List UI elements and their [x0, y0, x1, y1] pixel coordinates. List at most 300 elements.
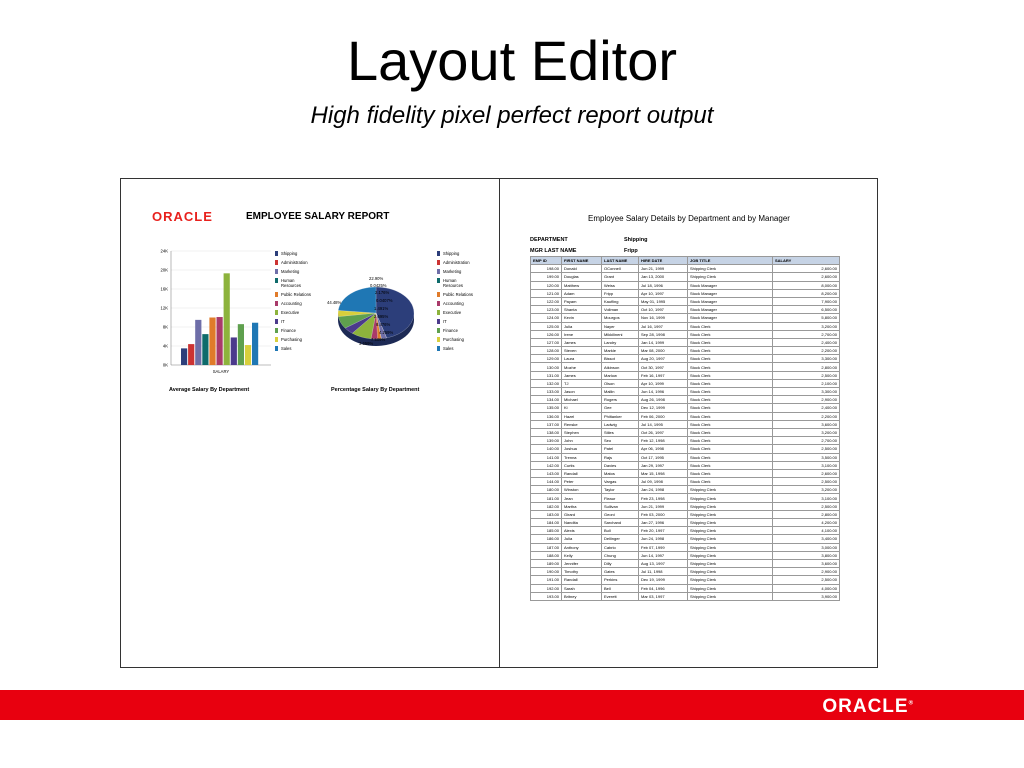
table-cell: 121.00 — [531, 289, 562, 297]
table-cell: 199.00 — [531, 273, 562, 281]
table-cell: 181.00 — [531, 494, 562, 502]
table-row — [531, 461, 840, 469]
legend-swatch — [275, 269, 278, 274]
legend-swatch — [275, 251, 278, 256]
table-cell: Feb 16, 1997 — [639, 371, 688, 379]
table-cell: Stock Clerk — [688, 478, 773, 486]
legend-label: Purchasing — [443, 337, 464, 342]
table-cell: Anthony — [562, 543, 602, 551]
table-cell: 2,500.00 — [773, 576, 840, 584]
table-cell: Apr 10, 1997 — [639, 289, 688, 297]
table-cell: Jul 09, 1998 — [639, 478, 688, 486]
table-cell: Vargas — [602, 478, 639, 486]
bar-public-relations — [209, 318, 215, 366]
legend-swatch — [275, 328, 278, 333]
table-cell: 3,900.00 — [773, 592, 840, 600]
report-title: EMPLOYEE SALARY REPORT — [246, 211, 390, 222]
department-label: DEPARTMENT — [530, 237, 568, 243]
table-cell: Nayer — [602, 322, 639, 330]
legend-label: Public Relations — [443, 292, 474, 297]
table-cell: 124.00 — [531, 314, 562, 322]
table-row — [531, 453, 840, 461]
table-cell: 130.00 — [531, 363, 562, 371]
table-cell: Shipping Clerk — [688, 584, 773, 592]
table-cell: 183.00 — [531, 510, 562, 518]
bar-shipping — [181, 348, 187, 365]
table-cell: Feb 06, 2000 — [639, 412, 688, 420]
legend-label: Purchasing — [281, 337, 302, 342]
legend-swatch — [437, 301, 440, 306]
bar-x-axis-label: SALARY — [212, 369, 230, 374]
table-cell: Michael — [562, 396, 602, 404]
table-cell: 3,000.00 — [773, 543, 840, 551]
table-cell: Shipping Clerk — [688, 543, 773, 551]
bar-legend-item — [275, 301, 315, 306]
legend-label: Public Relations — [281, 292, 312, 297]
table-cell: Winston — [562, 486, 602, 494]
table-cell: 3,200.00 — [773, 428, 840, 436]
table-cell: Girard — [562, 510, 602, 518]
slide-title: Layout Editor — [347, 29, 677, 92]
table-row — [531, 519, 840, 527]
table-cell: Jul 11, 1998 — [639, 568, 688, 576]
bar-executive — [224, 273, 230, 365]
table-cell: Feb 12, 1998 — [639, 437, 688, 445]
table-cell: Jul 14, 1995 — [639, 420, 688, 428]
table-cell: Hazel — [562, 412, 602, 420]
manager-value: Fripp — [624, 248, 638, 254]
table-cell: James — [562, 371, 602, 379]
table-cell: Donald — [562, 265, 602, 273]
bar-legend-item — [275, 337, 315, 342]
table-cell: 192.00 — [531, 584, 562, 592]
table-cell: Stock Clerk — [688, 420, 773, 428]
table-cell: 6,500.00 — [773, 306, 840, 314]
table-cell: 198.00 — [531, 265, 562, 273]
table-cell: Irene — [562, 330, 602, 338]
table-cell: Kevin — [562, 314, 602, 322]
table-cell: Jul 16, 1997 — [639, 322, 688, 330]
pie-legend-item — [437, 319, 477, 324]
table-cell: Shipping Clerk — [688, 535, 773, 543]
table-cell: Weiss — [602, 281, 639, 289]
table-cell: Shanta — [562, 306, 602, 314]
table-cell: Sullivan — [602, 502, 639, 510]
legend-swatch — [437, 319, 440, 324]
table-cell: OConnell — [602, 265, 639, 273]
table-cell: Feb 23, 1998 — [639, 494, 688, 502]
table-cell: Stock Manager — [688, 289, 773, 297]
table-cell: Stock Clerk — [688, 469, 773, 477]
legend-swatch — [437, 251, 440, 256]
table-cell: Mar 03, 1997 — [639, 592, 688, 600]
table-cell: 140.00 — [531, 445, 562, 453]
table-cell: Apr 10, 1999 — [639, 379, 688, 387]
legend-swatch — [275, 260, 278, 265]
legend-swatch — [437, 310, 440, 315]
table-row — [531, 338, 840, 346]
table-cell: Stock Manager — [688, 281, 773, 289]
table-cell: Shipping Clerk — [688, 551, 773, 559]
table-cell: Sarah — [562, 584, 602, 592]
bar-it — [231, 337, 237, 365]
table-cell: Jan 13, 2000 — [639, 273, 688, 281]
table-cell: Philtanker — [602, 412, 639, 420]
table-header-cell: JOB TITLE — [688, 257, 773, 265]
table-cell: 185.00 — [531, 527, 562, 535]
table-cell: Stock Clerk — [688, 445, 773, 453]
bar-y-tick-label: 20K — [160, 267, 168, 273]
pie-data-label: 4.259% — [379, 330, 394, 335]
table-cell: Stephen — [562, 428, 602, 436]
table-cell: Fripp — [602, 289, 639, 297]
table-cell: 2,500.00 — [773, 445, 840, 453]
table-cell: Ki — [562, 404, 602, 412]
table-row — [531, 388, 840, 396]
table-cell: Douglas — [562, 273, 602, 281]
table-cell: Shipping Clerk — [688, 576, 773, 584]
table-cell: 127.00 — [531, 338, 562, 346]
table-cell: Stock Clerk — [688, 355, 773, 363]
table-cell: Stock Manager — [688, 314, 773, 322]
table-cell: Sarchand — [602, 519, 639, 527]
table-row — [531, 576, 840, 584]
table-cell: 133.00 — [531, 388, 562, 396]
table-cell: Nandita — [562, 519, 602, 527]
table-cell: Payam — [562, 297, 602, 305]
table-cell: Stock Clerk — [688, 379, 773, 387]
bar-y-tick-label: 16K — [160, 286, 168, 292]
table-cell: 120.00 — [531, 281, 562, 289]
table-cell: Patel — [602, 445, 639, 453]
legend-label: Marketing — [281, 269, 300, 274]
table-cell: Jan 27, 1996 — [639, 519, 688, 527]
table-row — [531, 371, 840, 379]
table-cell: Stiles — [602, 428, 639, 436]
table-cell: 123.00 — [531, 306, 562, 314]
table-cell: Marlow — [602, 371, 639, 379]
table-row — [531, 355, 840, 363]
table-cell: Stock Clerk — [688, 338, 773, 346]
details-report-title: Employee Salary Details by Department and by Manager — [588, 214, 790, 223]
table-cell: Shipping Clerk — [688, 273, 773, 281]
table-cell: Grant — [602, 273, 639, 281]
legend-label: Administration — [443, 260, 470, 265]
table-cell: Stock Clerk — [688, 437, 773, 445]
legend-label: Accounting — [281, 301, 302, 306]
table-cell: Stock Clerk — [688, 388, 773, 396]
table-cell: 2,800.00 — [773, 510, 840, 518]
bar-legend-item — [275, 346, 315, 351]
legend-swatch — [437, 260, 440, 265]
table-cell: Jun 24, 1998 — [639, 535, 688, 543]
table-row — [531, 584, 840, 592]
table-row — [531, 322, 840, 330]
pie-chart-legend — [437, 251, 477, 355]
table-cell: Oct 30, 1997 — [639, 363, 688, 371]
table-cell: Dellinger — [602, 535, 639, 543]
slide-subtitle: High fidelity pixel perfect report output — [310, 102, 714, 129]
table-cell: Adam — [562, 289, 602, 297]
table-cell: 135.00 — [531, 404, 562, 412]
table-cell: Stock Clerk — [688, 412, 773, 420]
table-cell: Chung — [602, 551, 639, 559]
table-cell: 8,200.00 — [773, 289, 840, 297]
legend-label: Finance — [281, 328, 296, 333]
bar-legend-item — [275, 260, 315, 265]
legend-swatch — [437, 278, 440, 283]
legend-swatch — [437, 328, 440, 333]
table-cell: Everett — [602, 592, 639, 600]
table-cell: 180.00 — [531, 486, 562, 494]
pie-legend-item — [437, 269, 477, 274]
table-row — [531, 330, 840, 338]
table-cell: 2,900.00 — [773, 568, 840, 576]
table-cell: Stock Manager — [688, 297, 773, 305]
table-cell: 3,600.00 — [773, 420, 840, 428]
pie-data-label: 3.659% — [359, 341, 374, 346]
table-cell: Jan 24, 1998 — [639, 486, 688, 494]
table-cell: John — [562, 437, 602, 445]
pie-legend-item — [437, 310, 477, 315]
table-cell: Aug 13, 1997 — [639, 559, 688, 567]
table-cell: Jun 21, 1999 — [639, 502, 688, 510]
pie-legend-item — [437, 328, 477, 333]
bar-y-tick-label: 12K — [160, 305, 168, 311]
table-cell: 5,800.00 — [773, 314, 840, 322]
table-cell: Jason — [562, 388, 602, 396]
table-cell: Stock Clerk — [688, 404, 773, 412]
table-cell: Steven — [562, 347, 602, 355]
table-cell: 126.00 — [531, 330, 562, 338]
table-cell: 3,800.00 — [773, 551, 840, 559]
table-header-cell: LAST NAME — [602, 257, 639, 265]
table-cell: 188.00 — [531, 551, 562, 559]
table-row — [531, 297, 840, 305]
table-header-cell: HIRE DATE — [639, 257, 688, 265]
pie-legend-item — [437, 301, 477, 306]
table-cell: Perkins — [602, 576, 639, 584]
legend-label: Shipping — [281, 251, 298, 256]
table-row — [531, 314, 840, 322]
table-cell: Mallin — [602, 388, 639, 396]
table-cell: 2,500.00 — [773, 502, 840, 510]
bar-legend-item — [275, 310, 315, 315]
table-cell: Julia — [562, 535, 602, 543]
legend-swatch — [275, 310, 278, 315]
bar-y-tick-label: 8K — [162, 324, 168, 330]
table-cell: Jun 14, 1997 — [639, 551, 688, 559]
table-cell: Shipping Clerk — [688, 502, 773, 510]
table-cell: Dec 19, 1999 — [639, 576, 688, 584]
table-cell: Ladwig — [602, 420, 639, 428]
pie-legend-item — [437, 278, 477, 288]
table-row — [531, 404, 840, 412]
table-row — [531, 379, 840, 387]
pie-data-label: 22.90% — [369, 276, 384, 281]
pie-data-label: 7.509% — [371, 337, 386, 342]
legend-label: Sales — [281, 346, 292, 351]
bar-human-resources — [202, 334, 208, 365]
table-cell: 142.00 — [531, 461, 562, 469]
legend-label: Human Resources — [443, 278, 464, 288]
table-cell: Joshua — [562, 445, 602, 453]
bar-chart-caption: Average Salary By Department — [169, 387, 250, 393]
table-cell: Jun 21, 1999 — [639, 265, 688, 273]
pie-legend-item — [437, 251, 477, 256]
table-row — [531, 281, 840, 289]
table-cell: Renske — [562, 420, 602, 428]
bar-accounting — [217, 317, 223, 365]
table-cell: Shipping Clerk — [688, 559, 773, 567]
table-cell: Laura — [562, 355, 602, 363]
table-row — [531, 412, 840, 420]
bar-legend-item — [275, 292, 315, 297]
table-row — [531, 289, 840, 297]
table-row — [531, 437, 840, 445]
table-cell: Mikkilineni — [602, 330, 639, 338]
table-cell: Randall — [562, 469, 602, 477]
table-cell: Jun 14, 1996 — [639, 388, 688, 396]
department-value: Shipping — [624, 237, 648, 243]
table-row — [531, 445, 840, 453]
table-cell: Stock Clerk — [688, 371, 773, 379]
legend-label: IT — [281, 319, 285, 324]
table-cell: Taylor — [602, 486, 639, 494]
table-cell: Oct 26, 1997 — [639, 428, 688, 436]
table-row — [531, 469, 840, 477]
table-row — [531, 306, 840, 314]
pie-legend-item — [437, 346, 477, 351]
table-cell: Bull — [602, 527, 639, 535]
table-row — [531, 568, 840, 576]
bar-legend-item — [275, 278, 315, 288]
pie-data-label: 0.0407% — [376, 298, 393, 303]
table-cell: Shipping Clerk — [688, 265, 773, 273]
table-cell: Atkinson — [602, 363, 639, 371]
table-cell: Shipping Clerk — [688, 486, 773, 494]
table-cell: 8,000.00 — [773, 281, 840, 289]
table-cell: 138.00 — [531, 428, 562, 436]
table-cell: Jan 14, 1999 — [639, 338, 688, 346]
table-cell: 136.00 — [531, 412, 562, 420]
pie-data-label: 1.491% — [374, 306, 389, 311]
legend-label: IT — [443, 319, 447, 324]
bar-y-tick-label: 0K — [162, 362, 168, 368]
legend-label: Administration — [281, 260, 308, 265]
pie-legend-item — [437, 260, 477, 265]
table-cell: Stock Clerk — [688, 347, 773, 355]
bar-marketing — [195, 320, 201, 365]
table-cell: 3,100.00 — [773, 494, 840, 502]
table-cell: 2,900.00 — [773, 396, 840, 404]
table-cell: Curtis — [562, 461, 602, 469]
table-cell: Cabrio — [602, 543, 639, 551]
table-cell: 129.00 — [531, 355, 562, 363]
table-row — [531, 478, 840, 486]
table-cell: 137.00 — [531, 420, 562, 428]
table-cell: Stock Clerk — [688, 322, 773, 330]
bar-legend-item — [275, 251, 315, 256]
table-cell: Jennifer — [562, 559, 602, 567]
table-cell: Alexis — [562, 527, 602, 535]
table-cell: Kelly — [562, 551, 602, 559]
table-cell: Mar 08, 2000 — [639, 347, 688, 355]
table-cell: Stock Clerk — [688, 453, 773, 461]
table-cell: 2,500.00 — [773, 371, 840, 379]
bar-purchasing — [245, 345, 251, 365]
table-row — [531, 265, 840, 273]
table-cell: Seo — [602, 437, 639, 445]
legend-label: Sales — [443, 346, 454, 351]
legend-swatch — [275, 301, 278, 306]
table-row — [531, 551, 840, 559]
table-cell: Shipping Clerk — [688, 568, 773, 576]
table-row — [531, 510, 840, 518]
table-cell: Jan 29, 1997 — [639, 461, 688, 469]
table-cell: Geoni — [602, 510, 639, 518]
table-cell: Fleaur — [602, 494, 639, 502]
table-cell: Feb 20, 1997 — [639, 527, 688, 535]
table-cell: 193.00 — [531, 592, 562, 600]
table-cell: Davies — [602, 461, 639, 469]
table-cell: Olson — [602, 379, 639, 387]
oracle-footer-logo: ORACLE® — [822, 696, 914, 717]
table-cell: 139.00 — [531, 437, 562, 445]
table-cell: Stock Clerk — [688, 428, 773, 436]
table-cell: 2,600.00 — [773, 273, 840, 281]
table-cell: 3,400.00 — [773, 535, 840, 543]
table-cell: 141.00 — [531, 453, 562, 461]
legend-swatch — [275, 292, 278, 297]
table-cell: Landry — [602, 338, 639, 346]
pie-data-label: 0.0425% — [370, 283, 387, 288]
table-cell: Matos — [602, 469, 639, 477]
bar-y-tick-label: 4K — [162, 343, 168, 349]
table-row — [531, 347, 840, 355]
table-cell: Oct 10, 1997 — [639, 306, 688, 314]
table-cell: Mourgos — [602, 314, 639, 322]
table-cell: Markle — [602, 347, 639, 355]
table-cell: 2,600.00 — [773, 469, 840, 477]
report-preview-frame — [120, 178, 878, 668]
pie-data-label: 2.176% — [375, 290, 390, 295]
table-cell: 184.00 — [531, 519, 562, 527]
table-cell: Rogers — [602, 396, 639, 404]
legend-swatch — [275, 337, 278, 342]
table-row — [531, 559, 840, 567]
table-cell: Aug 20, 1997 — [639, 355, 688, 363]
table-cell: Mar 15, 1998 — [639, 469, 688, 477]
bar-legend-item — [275, 269, 315, 274]
table-cell: 7,900.00 — [773, 297, 840, 305]
legend-label: Shipping — [443, 251, 460, 256]
table-header-cell: SALARY — [773, 257, 840, 265]
table-cell: Mozhe — [562, 363, 602, 371]
table-row — [531, 527, 840, 535]
table-cell: 2,400.00 — [773, 338, 840, 346]
table-cell: Julia — [562, 322, 602, 330]
table-cell: Matthew — [562, 281, 602, 289]
table-cell: 186.00 — [531, 535, 562, 543]
table-cell: Britney — [562, 592, 602, 600]
table-cell: Shipping Clerk — [688, 510, 773, 518]
table-cell: 187.00 — [531, 543, 562, 551]
table-cell: Trenna — [562, 453, 602, 461]
table-cell: 125.00 — [531, 322, 562, 330]
table-cell: 3,300.00 — [773, 355, 840, 363]
table-cell: Jul 18, 1996 — [639, 281, 688, 289]
